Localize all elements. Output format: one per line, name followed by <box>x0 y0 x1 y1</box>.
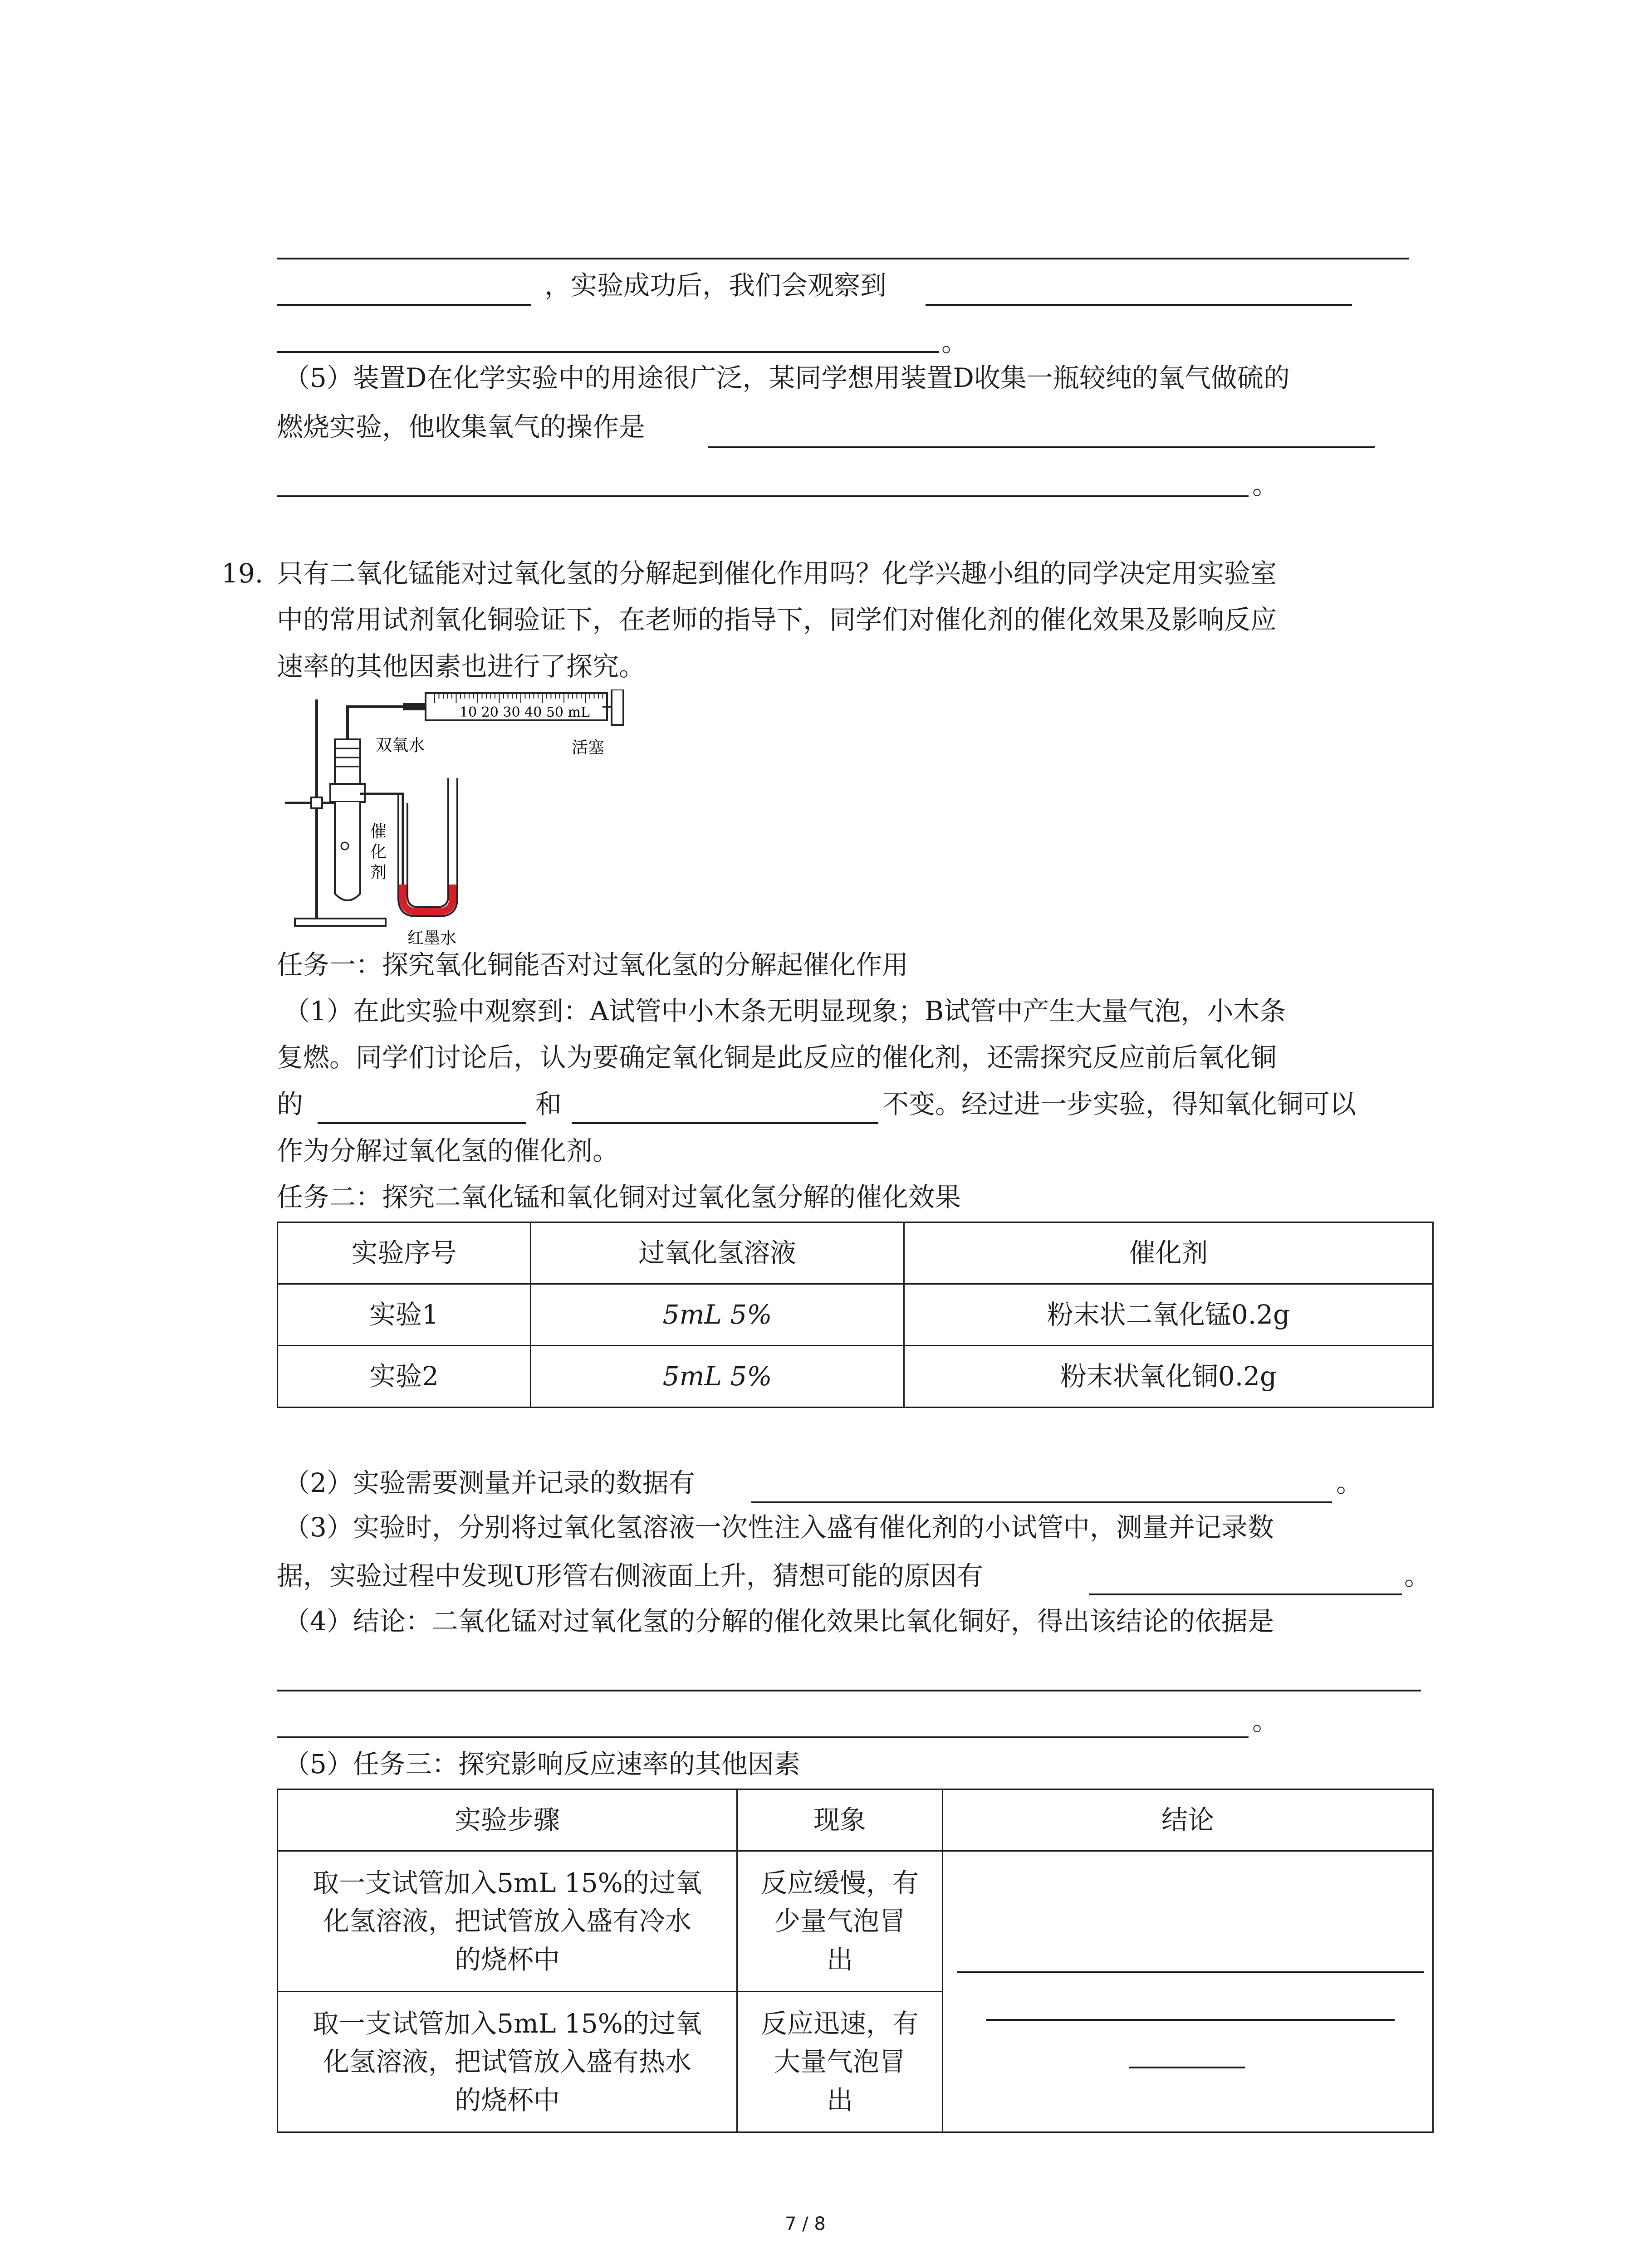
q19-intro-line3: 速率的其他因素也进行了探究。 <box>277 651 646 682</box>
q19-intro-line2: 中的常用试剂氧化铜验证下，在老师的指导下，同学们对催化剂的催化效果及影响反应 <box>277 604 1277 635</box>
phenomenon-line: 出 <box>826 1944 853 1975</box>
answer-blank[interactable] <box>277 258 1409 259</box>
step-line: 化氢溶液，把试管放入盛有热水 <box>323 2046 691 2077</box>
table-cell <box>737 1851 943 1992</box>
table-header: 结论 <box>943 1789 1433 1851</box>
step-line: 取一支试管加入5mL 15%的过氧 <box>313 2008 702 2039</box>
table-cell: 粉末状氧化铜0.2g <box>904 1346 1433 1408</box>
step-line: 的烧杯中 <box>454 1944 560 1975</box>
answer-blank[interactable] <box>957 1971 1424 1973</box>
p1-line4: 作为分解过氧化氢的催化剂。 <box>277 1135 619 1166</box>
table-row <box>278 1346 1433 1408</box>
table-rate-factors <box>277 1789 1434 2133</box>
table-cell: 实验2 <box>278 1346 531 1408</box>
syringe-tip <box>403 703 426 710</box>
page-number: 7 / 8 <box>785 2214 826 2234</box>
apparatus-figure <box>267 689 775 948</box>
task2-title: 任务二：探究二氧化锰和氧化铜对过氧化氢分解的催化效果 <box>277 1182 961 1212</box>
period: 。 <box>1336 1467 1363 1498</box>
p1-line1: （1）在此实验中观察到：A试管中小木条无明显现象；B试管中产生大量气泡，小木条 <box>284 996 1286 1026</box>
q18-part5-line2: 燃烧实验，他收集氧气的操作是 <box>277 411 646 442</box>
table-header: 实验步骤 <box>278 1789 737 1851</box>
table-cell: 实验1 <box>278 1284 531 1346</box>
phenomenon-line: 大量气泡冒 <box>774 2046 906 2077</box>
stand-clamp <box>311 797 322 808</box>
answer-blank[interactable] <box>318 1122 526 1124</box>
answer-blank[interactable] <box>708 446 1375 448</box>
p3-line1: （3）实验时，分别将过氧化氢溶液一次性注入盛有催化剂的小试管中，测量并记录数 <box>284 1512 1274 1543</box>
label-catalyst: 化 <box>370 843 387 861</box>
answer-blank[interactable] <box>926 304 1352 306</box>
step-line: 取一支试管加入5mL 15%的过氧 <box>313 1867 702 1899</box>
p1-line2: 复燃。同学们讨论后，认为要确定氧化铜是此反应的催化剂，还需探究反应前后氧化铜 <box>277 1042 1277 1073</box>
table-header: 过氧化氢溶液 <box>531 1222 904 1284</box>
q18-text: ，实验成功后，我们会观察到 <box>544 270 887 301</box>
p2: （2）实验需要测量并记录的数据有 <box>284 1467 695 1498</box>
u-tube-inner <box>407 778 448 907</box>
answer-blank[interactable] <box>986 2019 1395 2021</box>
table-cell: 5mL 5% <box>531 1346 904 1408</box>
table-cell <box>737 1992 943 2132</box>
phenomenon-line: 反应缓慢，有 <box>760 1867 919 1899</box>
table-cell: 5mL 5% <box>531 1284 904 1346</box>
table-row <box>278 1284 1433 1346</box>
table-row <box>278 1851 1433 1992</box>
answer-blank[interactable] <box>277 1690 1421 1691</box>
answer-blank[interactable] <box>572 1122 878 1124</box>
q18-part5-line1: （5）装置D在化学实验中的用途很广泛，某同学想用装置D收集一瓶较纯的氧气做硫的 <box>284 362 1290 393</box>
period: 。 <box>941 327 968 357</box>
task1-title: 任务一：探究氧化铜能否对过氧化氢的分解起催化作用 <box>277 949 909 980</box>
answer-blank[interactable] <box>277 495 1249 497</box>
question-number: 19. <box>221 558 264 589</box>
label-catalyst: 催 <box>370 822 387 841</box>
phenomenon-line: 反应迅速，有 <box>760 2008 919 2039</box>
answer-blank[interactable] <box>751 1501 1332 1503</box>
label-red-ink: 红墨水 <box>407 929 457 948</box>
p3-line2: 据，实验过程中发现U形管右侧液面上升，猜想可能的原因有 <box>277 1560 983 1591</box>
q19-intro-line1: 只有二氧化锰能对过氧化氢的分解起到催化作用吗？化学兴趣小组的同学决定用实验室 <box>277 558 1277 589</box>
answer-blank[interactable] <box>1129 2067 1245 2068</box>
table-header: 实验序号 <box>278 1222 531 1284</box>
stopper <box>335 739 360 785</box>
period: 。 <box>1404 1560 1431 1591</box>
test-tube <box>335 802 360 900</box>
syringe-scale-label: 10 20 30 40 50 mL <box>460 704 590 720</box>
p4: （4）结论：二氧化锰对过氧化氢的分解的催化效果比氧化铜好，得出该结论的依据是 <box>284 1606 1274 1637</box>
label-piston: 活塞 <box>572 738 605 757</box>
step-line: 的烧杯中 <box>454 2084 560 2116</box>
answer-blank[interactable] <box>1089 1593 1402 1595</box>
stopper-collar <box>330 784 365 802</box>
answer-blank[interactable] <box>277 304 531 306</box>
period: 。 <box>1252 1706 1279 1736</box>
stand-base <box>295 919 386 926</box>
conclusion-cell <box>943 1851 1433 2132</box>
answer-blank[interactable] <box>277 1736 1249 1738</box>
table-cell <box>278 1851 737 1992</box>
table-cell <box>278 1992 737 2132</box>
phenomenon-line: 少量气泡冒 <box>774 1906 906 1937</box>
period: 。 <box>1252 469 1279 500</box>
answer-blank[interactable] <box>277 351 939 353</box>
syringe-plunger-head <box>612 689 623 725</box>
step-line: 化氢溶液，把试管放入盛有冷水 <box>323 1906 691 1937</box>
table-header: 现象 <box>737 1789 943 1851</box>
table-header: 催化剂 <box>904 1222 1433 1284</box>
p1-line3: 和 <box>535 1089 562 1119</box>
table-cell: 粉末状二氧化锰0.2g <box>904 1284 1433 1346</box>
p1-line3: 的 <box>277 1089 304 1119</box>
label-h2o2: 双氧水 <box>376 736 425 755</box>
phenomenon-line: 出 <box>826 2084 853 2116</box>
connecting-tube <box>348 707 403 739</box>
label-catalyst: 剂 <box>370 863 387 882</box>
p5: （5）任务三：探究影响反应速率的其他因素 <box>284 1749 800 1779</box>
table-catalyst <box>277 1222 1434 1408</box>
p1-line3: 不变。经过进一步实验，得知氧化铜可以 <box>882 1089 1357 1119</box>
